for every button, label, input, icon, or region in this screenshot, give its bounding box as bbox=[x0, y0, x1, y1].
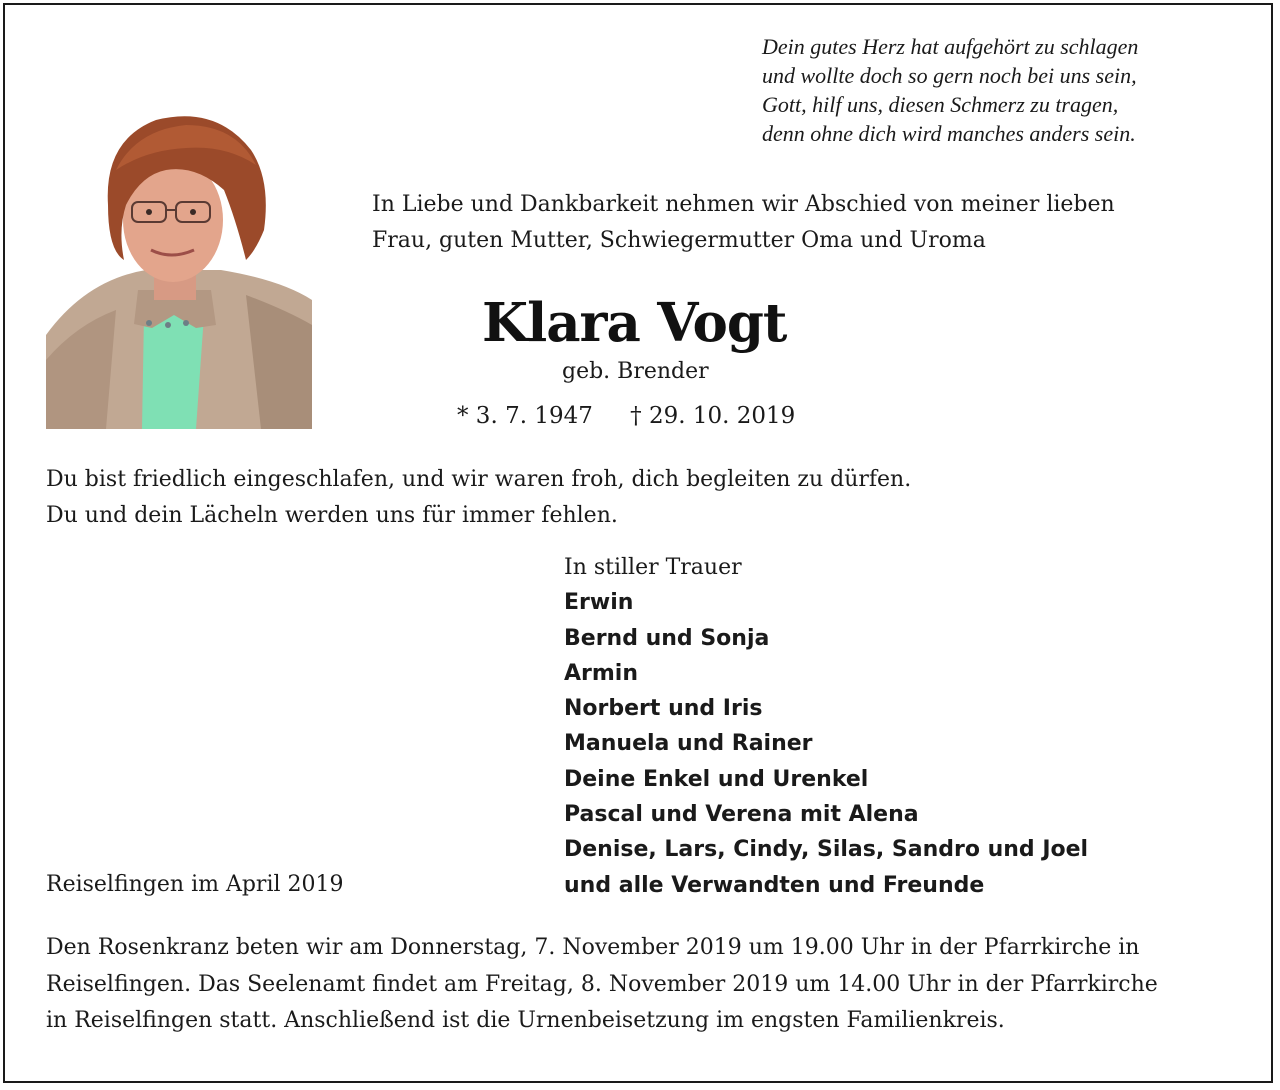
mourner-entry: Denise, Lars, Cindy, Silas, Sandro und Joel bbox=[564, 837, 1089, 863]
verse-line: Du bist friedlich eingeschlafen, und wir waren froh, dich begleiten zu dürfen. bbox=[46, 467, 912, 492]
intro-line: Frau, guten Mutter, Schwiegermutter Oma und Uroma bbox=[372, 228, 986, 253]
birth-date: * 3. 7. 1947 bbox=[457, 403, 593, 429]
poem-line: denn ohne dich wird manches anders sein. bbox=[762, 121, 1136, 146]
intro-line: In Liebe und Dankbarkeit nehmen wir Abschied von meiner lieben bbox=[372, 192, 1115, 217]
mourner-entry: Armin bbox=[564, 660, 639, 686]
death-date: † 29. 10. 2019 bbox=[630, 403, 796, 429]
mourners-list bbox=[564, 550, 1244, 903]
place-date: Reiselfingen im April 2019 bbox=[46, 872, 344, 897]
verse-text bbox=[46, 462, 1236, 534]
notice-line: Den Rosenkranz beten wir am Donnerstag, 7. November 2019 um 19.00 Uhr in der Pfarrkirche in bbox=[46, 935, 1140, 960]
maiden-name: geb. Brender bbox=[562, 359, 709, 384]
mourner-entry: Pascal und Verena mit Alena bbox=[564, 802, 919, 828]
poem bbox=[762, 32, 1242, 148]
verse-line: Du und dein Lächeln werden uns für immer fehlen. bbox=[46, 503, 618, 528]
mourner-entry: Manuela und Rainer bbox=[564, 731, 813, 757]
mourner-entry: Norbert und Iris bbox=[564, 696, 763, 722]
notice-line: Reiselfingen. Das Seelenamt findet am Freitag, 8. November 2019 um 14.00 Uhr in der Pfarrkirche bbox=[46, 971, 1158, 997]
poem-line: Gott, hilf uns, diesen Schmerz zu tragen, bbox=[762, 92, 1119, 117]
service-notice bbox=[46, 930, 1246, 1040]
deceased-name: Klara Vogt bbox=[482, 292, 787, 354]
poem-line: und wollte doch so gern noch bei uns sein, bbox=[762, 63, 1137, 88]
poem-line: Dein gutes Herz hat aufgehört zu schlagen bbox=[762, 34, 1139, 59]
mourner-entry: Deine Enkel und Urenkel bbox=[564, 766, 869, 792]
life-dates bbox=[457, 399, 795, 433]
mourner-entry: und alle Verwandten und Freunde bbox=[564, 872, 985, 898]
mourner-entry: Bernd und Sonja bbox=[564, 625, 770, 651]
mourners-lead: In stiller Trauer bbox=[564, 555, 742, 580]
notice-line: in Reiselfingen statt. Anschließend ist die Urnenbeisetzung im engsten Familienkreis. bbox=[46, 1008, 1005, 1033]
portrait-photo bbox=[46, 110, 312, 429]
intro-text bbox=[372, 187, 1242, 259]
mourner-entry: Erwin bbox=[564, 590, 634, 616]
